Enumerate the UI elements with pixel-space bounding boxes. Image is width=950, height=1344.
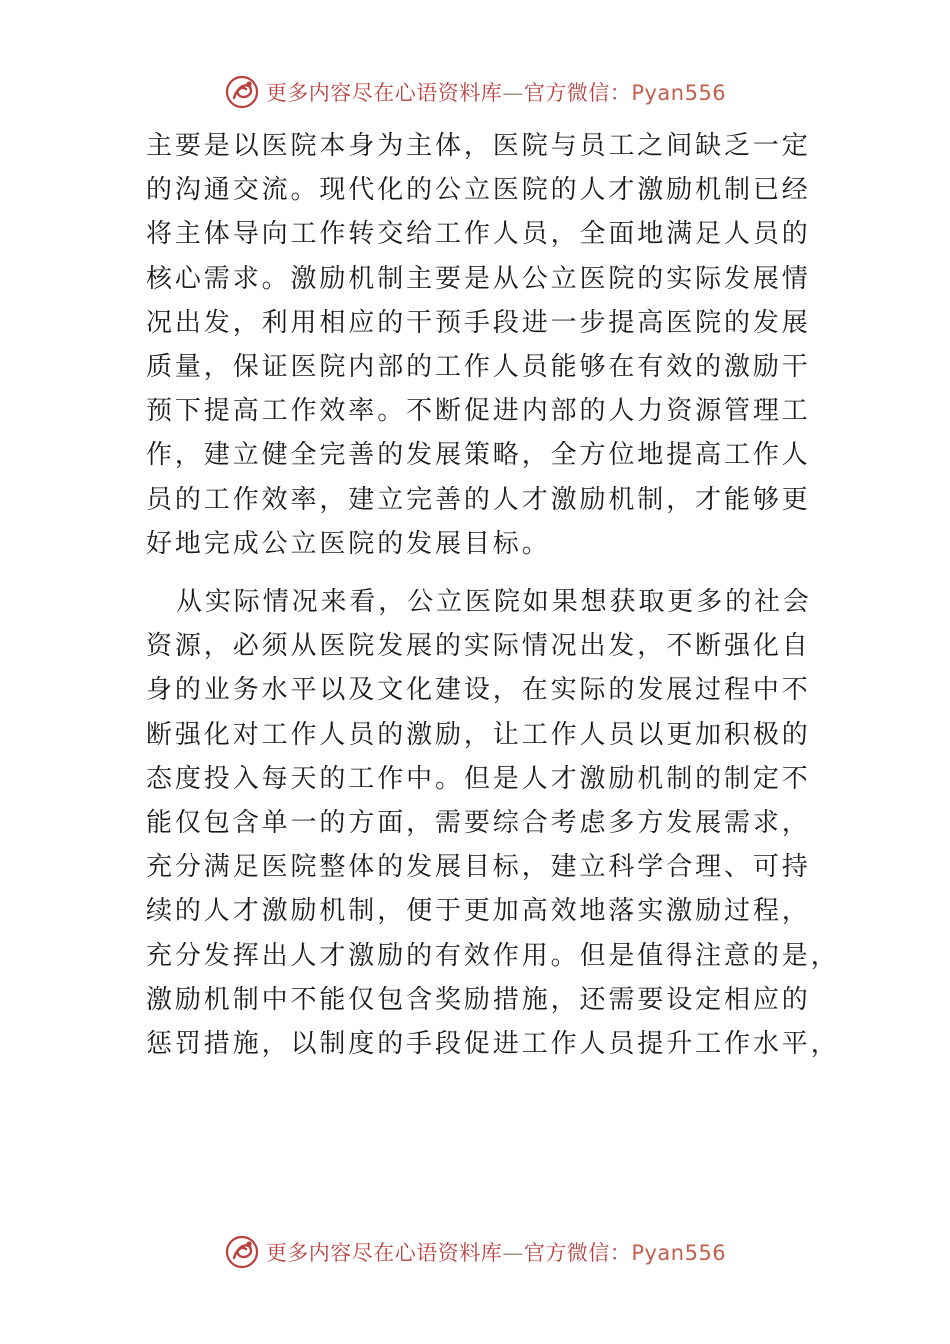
- text-line: 主要是以医院本身为主体，医院与员工之间缺乏一定: [146, 131, 811, 161]
- text-line: 惩罚措施，以制度的手段促进工作人员提升工作水平，: [146, 1029, 840, 1060]
- text-line: 况出发，利用相应的干预手段进一步提高医院的发展: [146, 307, 811, 338]
- banner-wechat-id: Pyan556: [631, 1241, 727, 1265]
- banner-text: [266, 1237, 726, 1267]
- text-line: 好地完成公立医院的发展目标。: [146, 528, 551, 559]
- header-banner: [0, 72, 950, 112]
- text-line: 资源，必须从医院发展的实际情况出发，不断强化自: [146, 631, 811, 662]
- text-line: 身的业务水平以及文化建设，在实际的发展过程中不: [146, 675, 811, 706]
- banner-wechat-label: 官方微信：: [523, 1241, 632, 1265]
- paragraph-2: [146, 580, 840, 1066]
- text-line: 充分满足医院整体的发展目标，建立科学合理、可持: [146, 852, 811, 883]
- banner-wechat-label: 官方微信：: [523, 81, 632, 105]
- text-line: 断强化对工作人员的激励，让工作人员以更加积极的: [146, 719, 811, 750]
- text-line: 充分发挥出人才激励的有效作用。但是值得注意的是，: [146, 940, 840, 971]
- red-swirl-logo-icon: [224, 1234, 260, 1270]
- banner-wechat-id: Pyan556: [631, 81, 727, 105]
- text-line: 能仅包含单一的方面，需要综合考虑多方发展需求，: [146, 808, 811, 839]
- text-line: 的沟通交流。现代化的公立医院的人才激励机制已经: [146, 175, 811, 206]
- text-line: 作，建立健全完善的发展策略，全方位地提高工作人: [146, 440, 811, 471]
- text-line: 质量，保证医院内部的工作人员能够在有效的激励干: [146, 352, 811, 383]
- banner-separator: —: [502, 81, 524, 105]
- text-line: 核心需求。激励机制主要是从公立医院的实际发展情: [146, 263, 811, 294]
- text-line: 态度投入每天的工作中。但是人才激励机制的制定不: [146, 763, 811, 794]
- banner-title: 更多内容尽在心语资料库: [265, 81, 503, 105]
- text-line: 从实际情况来看，公立医院如果想获取更多的社会: [176, 587, 812, 618]
- document-body: [146, 124, 840, 1066]
- red-swirl-logo-icon: [224, 74, 260, 110]
- text-line: 激励机制中不能仅包含奖励措施，还需要设定相应的: [146, 984, 811, 1015]
- banner-separator: —: [502, 1241, 524, 1265]
- text-line: 员的工作效率，建立完善的人才激励机制，才能够更: [146, 484, 811, 515]
- banner-text: [266, 77, 726, 107]
- banner-title: 更多内容尽在心语资料库: [265, 1241, 503, 1265]
- footer-banner: [0, 1232, 950, 1272]
- text-line: 续的人才激励机制，便于更加高效地落实激励过程，: [146, 896, 811, 927]
- text-line: 预下提高工作效率。不断促进内部的人力资源管理工: [146, 396, 811, 427]
- text-line: 将主体导向工作转交给工作人员，全面地满足人员的: [146, 219, 811, 250]
- paragraph-1: [146, 124, 811, 566]
